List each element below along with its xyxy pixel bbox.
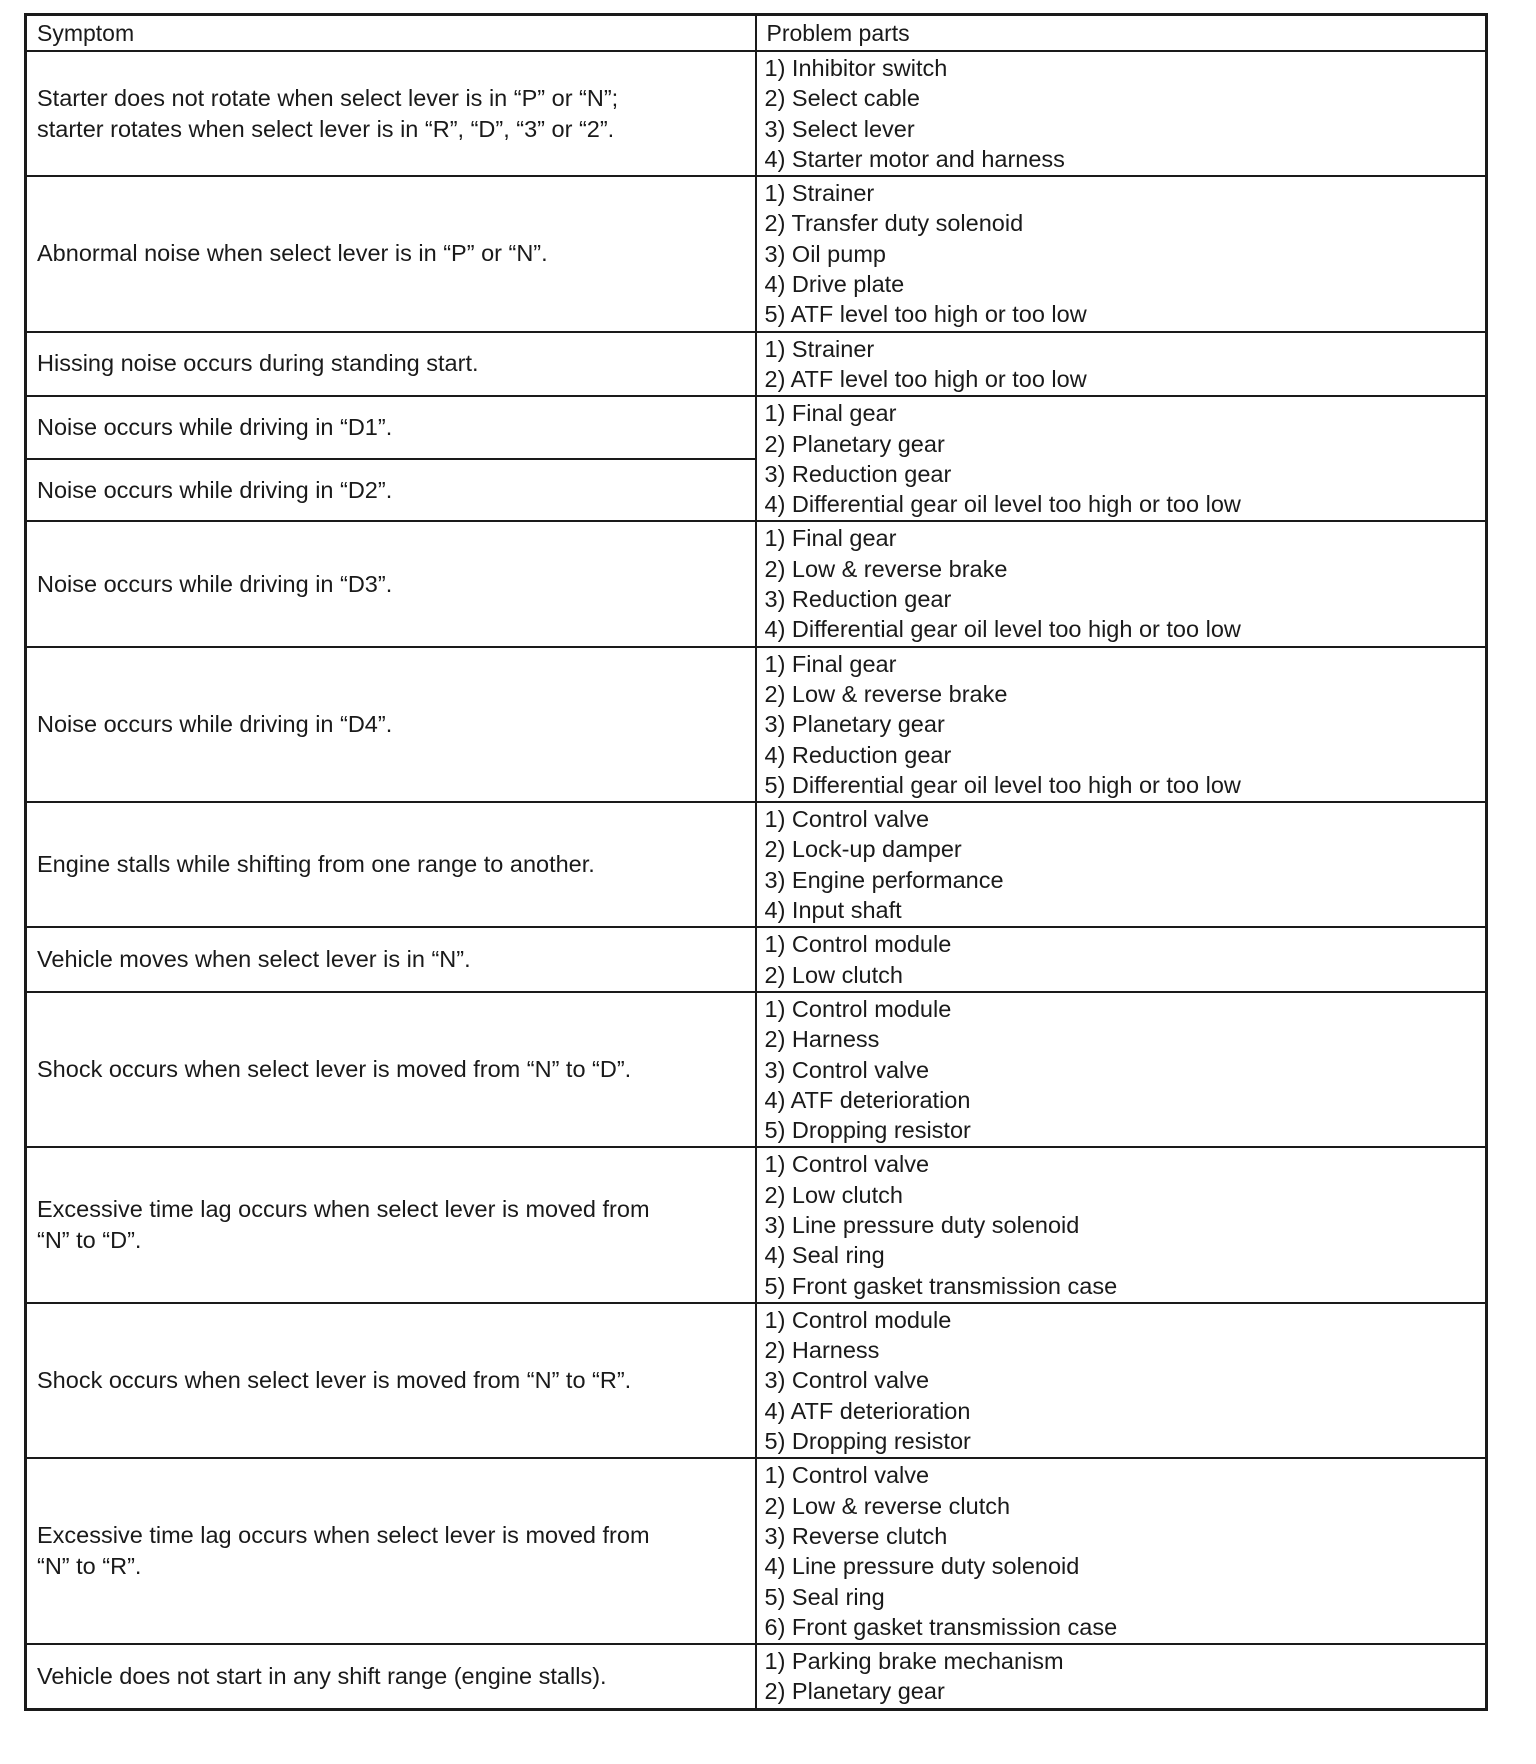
problem-parts-cell xyxy=(756,51,1487,176)
table-row xyxy=(26,927,1487,992)
table-body xyxy=(26,51,1487,1709)
problem-part-item: 1) Inhibitor switch xyxy=(764,55,948,81)
table-row xyxy=(26,647,1487,802)
problem-part-item: 1) Final gear xyxy=(764,650,897,677)
problem-parts-cell xyxy=(756,176,1487,331)
symptom-text: Excessive time lag occurs when select lever is moved from xyxy=(37,1196,650,1223)
problem-part-item: 2) Low clutch xyxy=(764,1181,903,1208)
symptom-text: Noise occurs while driving in “D2”. xyxy=(37,476,393,503)
problem-part-item: 2) Planetary gear xyxy=(764,430,945,457)
table-row xyxy=(26,1303,1487,1458)
problem-part-item: 3) Planetary gear xyxy=(764,711,945,738)
symptom-header: Symptom xyxy=(26,15,756,52)
problem-parts-list xyxy=(765,649,1476,800)
problem-part-item: 1) Control module xyxy=(764,931,952,958)
problem-part-item: 1) Strainer xyxy=(764,180,875,207)
problem-part-item: 4) ATF deterioration xyxy=(764,1397,971,1424)
problem-part-item: 3) Line pressure duty solenoid xyxy=(764,1211,1080,1238)
problem-parts-cell xyxy=(756,927,1487,992)
problem-part-item: 1) Control module xyxy=(764,1306,952,1333)
table-row xyxy=(26,176,1487,331)
problem-parts-cell xyxy=(756,396,1487,521)
symptom-text: Shock occurs when select lever is moved from “N” to “D”. xyxy=(37,1056,632,1083)
problem-parts-cell xyxy=(756,521,1487,646)
problem-part-item: 2) Harness xyxy=(764,1337,880,1364)
problem-part-item: 4) Reduction gear xyxy=(764,741,952,768)
symptom-text: “N” to “D”. xyxy=(37,1227,142,1254)
problem-parts-cell xyxy=(756,1303,1487,1458)
problem-part-item: 2) Lock-up damper xyxy=(764,836,962,863)
problem-parts-list xyxy=(765,1460,1476,1642)
symptom-text: Vehicle does not start in any shift range (engine stalls). xyxy=(37,1662,607,1689)
problem-part-item: 2) Low clutch xyxy=(764,961,903,988)
problem-part-item: 3) Oil pump xyxy=(764,240,886,267)
problem-parts-list xyxy=(765,398,1476,519)
problem-part-item: 3) Control valve xyxy=(764,1367,930,1394)
table-row xyxy=(26,521,1487,646)
table-row xyxy=(26,992,1487,1147)
problem-part-item: 2) Select cable xyxy=(764,85,920,112)
problem-part-item: 4) Seal ring xyxy=(764,1242,885,1269)
problem-parts-list xyxy=(765,178,1476,329)
problem-part-item: 1) Control module xyxy=(764,995,952,1022)
symptom-text: Noise occurs while driving in “D3”. xyxy=(37,570,393,597)
problem-parts-list xyxy=(765,1149,1476,1300)
symptom-cell xyxy=(26,927,756,992)
symptom-text: starter rotates when select lever is in “R”, “D”, “3” or “2”. xyxy=(37,115,615,142)
problem-parts-list xyxy=(765,994,1476,1145)
problem-parts-list xyxy=(765,334,1476,395)
problem-part-item: 1) Final gear xyxy=(764,400,897,427)
problem-parts-list xyxy=(765,804,1476,925)
symptom-text: Abnormal noise when select lever is in “P” or “N”. xyxy=(37,240,548,267)
problem-part-item: 2) Low & reverse brake xyxy=(764,555,1008,582)
table-row xyxy=(26,396,1487,459)
problem-part-item: 3) Reduction gear xyxy=(764,460,952,487)
problem-part-item: 2) Low & reverse brake xyxy=(764,680,1008,707)
symptom-cell xyxy=(26,51,756,176)
problem-parts-cell xyxy=(756,332,1487,397)
problem-part-item: 1) Strainer xyxy=(764,335,875,362)
problem-part-item: 1) Parking brake mechanism xyxy=(764,1648,1064,1675)
problem-part-item: 5) ATF level too high or too low xyxy=(764,301,1087,328)
problem-part-item: 3) Engine performance xyxy=(764,866,1004,893)
problem-part-item: 5) Front gasket transmission case xyxy=(764,1272,1118,1299)
problem-part-item: 2) Planetary gear xyxy=(764,1678,945,1705)
table-row xyxy=(26,1644,1487,1709)
problem-part-item: 6) Front gasket transmission case xyxy=(764,1613,1118,1640)
symptom-text: Hissing noise occurs during standing start. xyxy=(37,350,479,377)
symptom-text: Vehicle moves when select lever is in “N”. xyxy=(37,946,471,973)
problem-part-item: 2) Low & reverse clutch xyxy=(764,1492,1011,1519)
problem-parts-list xyxy=(765,1646,1476,1707)
symptom-cell xyxy=(26,1147,756,1302)
problem-parts-cell xyxy=(756,992,1487,1147)
symptom-text: Noise occurs while driving in “D4”. xyxy=(37,710,393,737)
problem-parts-cell xyxy=(756,1458,1487,1644)
problem-part-item: 4) Drive plate xyxy=(764,271,905,298)
table-row xyxy=(26,332,1487,397)
symptom-cell xyxy=(26,1458,756,1644)
problem-parts-list xyxy=(765,1305,1476,1456)
problem-part-item: 1) Control valve xyxy=(764,1462,930,1489)
symptom-text: Shock occurs when select lever is moved from “N” to “R”. xyxy=(37,1367,632,1394)
symptom-text: “N” to “R”. xyxy=(37,1553,142,1580)
problem-part-item: 5) Seal ring xyxy=(764,1583,885,1610)
table-row xyxy=(26,51,1487,176)
problem-part-item: 2) ATF level too high or too low xyxy=(764,365,1087,392)
symptom-text: Excessive time lag occurs when select lever is moved from xyxy=(37,1522,650,1549)
symptom-cell xyxy=(26,992,756,1147)
problem-parts-header: Problem parts xyxy=(756,15,1487,52)
problem-part-item: 3) Select lever xyxy=(764,115,915,142)
symptom-text: Noise occurs while driving in “D1”. xyxy=(37,414,393,441)
symptom-cell xyxy=(26,176,756,331)
symptom-cell xyxy=(26,1303,756,1458)
problem-parts-cell xyxy=(756,647,1487,802)
problem-parts-list xyxy=(765,53,1476,174)
troubleshooting-table xyxy=(24,13,1488,1711)
problem-parts-cell xyxy=(756,802,1487,927)
problem-part-item: 2) Transfer duty solenoid xyxy=(764,210,1024,237)
header-row xyxy=(26,15,1487,52)
problem-part-item: 2) Harness xyxy=(764,1026,880,1053)
problem-part-item: 1) Control valve xyxy=(764,806,930,833)
problem-parts-list xyxy=(765,929,1476,990)
problem-parts-cell xyxy=(756,1147,1487,1302)
problem-part-item: 1) Control valve xyxy=(764,1151,930,1178)
problem-part-item: 4) Differential gear oil level too high or too low xyxy=(764,491,1241,518)
symptom-cell xyxy=(26,396,756,459)
table-row xyxy=(26,802,1487,927)
problem-part-item: 3) Control valve xyxy=(764,1056,930,1083)
symptom-cell xyxy=(26,459,756,522)
problem-part-item: 4) Starter motor and harness xyxy=(764,145,1065,172)
symptom-cell xyxy=(26,802,756,927)
problem-part-item: 5) Dropping resistor xyxy=(764,1117,971,1144)
problem-part-item: 3) Reduction gear xyxy=(764,586,952,613)
problem-part-item: 4) ATF deterioration xyxy=(764,1086,971,1113)
problem-part-item: 3) Reverse clutch xyxy=(764,1522,948,1549)
problem-part-item: 5) Differential gear oil level too high or too low xyxy=(764,771,1241,798)
symptom-cell xyxy=(26,647,756,802)
problem-part-item: 1) Final gear xyxy=(764,525,897,552)
problem-part-item: 4) Line pressure duty solenoid xyxy=(764,1553,1080,1580)
symptom-cell xyxy=(26,332,756,397)
problem-part-item: 5) Dropping resistor xyxy=(764,1428,971,1455)
symptom-cell xyxy=(26,1644,756,1709)
symptom-text: Starter does not rotate when select lever is in “P” or “N”; xyxy=(37,84,619,111)
symptom-text: Engine stalls while shifting from one range to another. xyxy=(37,851,595,878)
problem-parts-cell xyxy=(756,1644,1487,1709)
problem-parts-list xyxy=(765,523,1476,644)
problem-part-item: 4) Input shaft xyxy=(764,897,902,924)
symptom-cell xyxy=(26,521,756,646)
table-row xyxy=(26,1147,1487,1302)
table-row xyxy=(26,1458,1487,1644)
problem-part-item: 4) Differential gear oil level too high or too low xyxy=(764,616,1241,643)
